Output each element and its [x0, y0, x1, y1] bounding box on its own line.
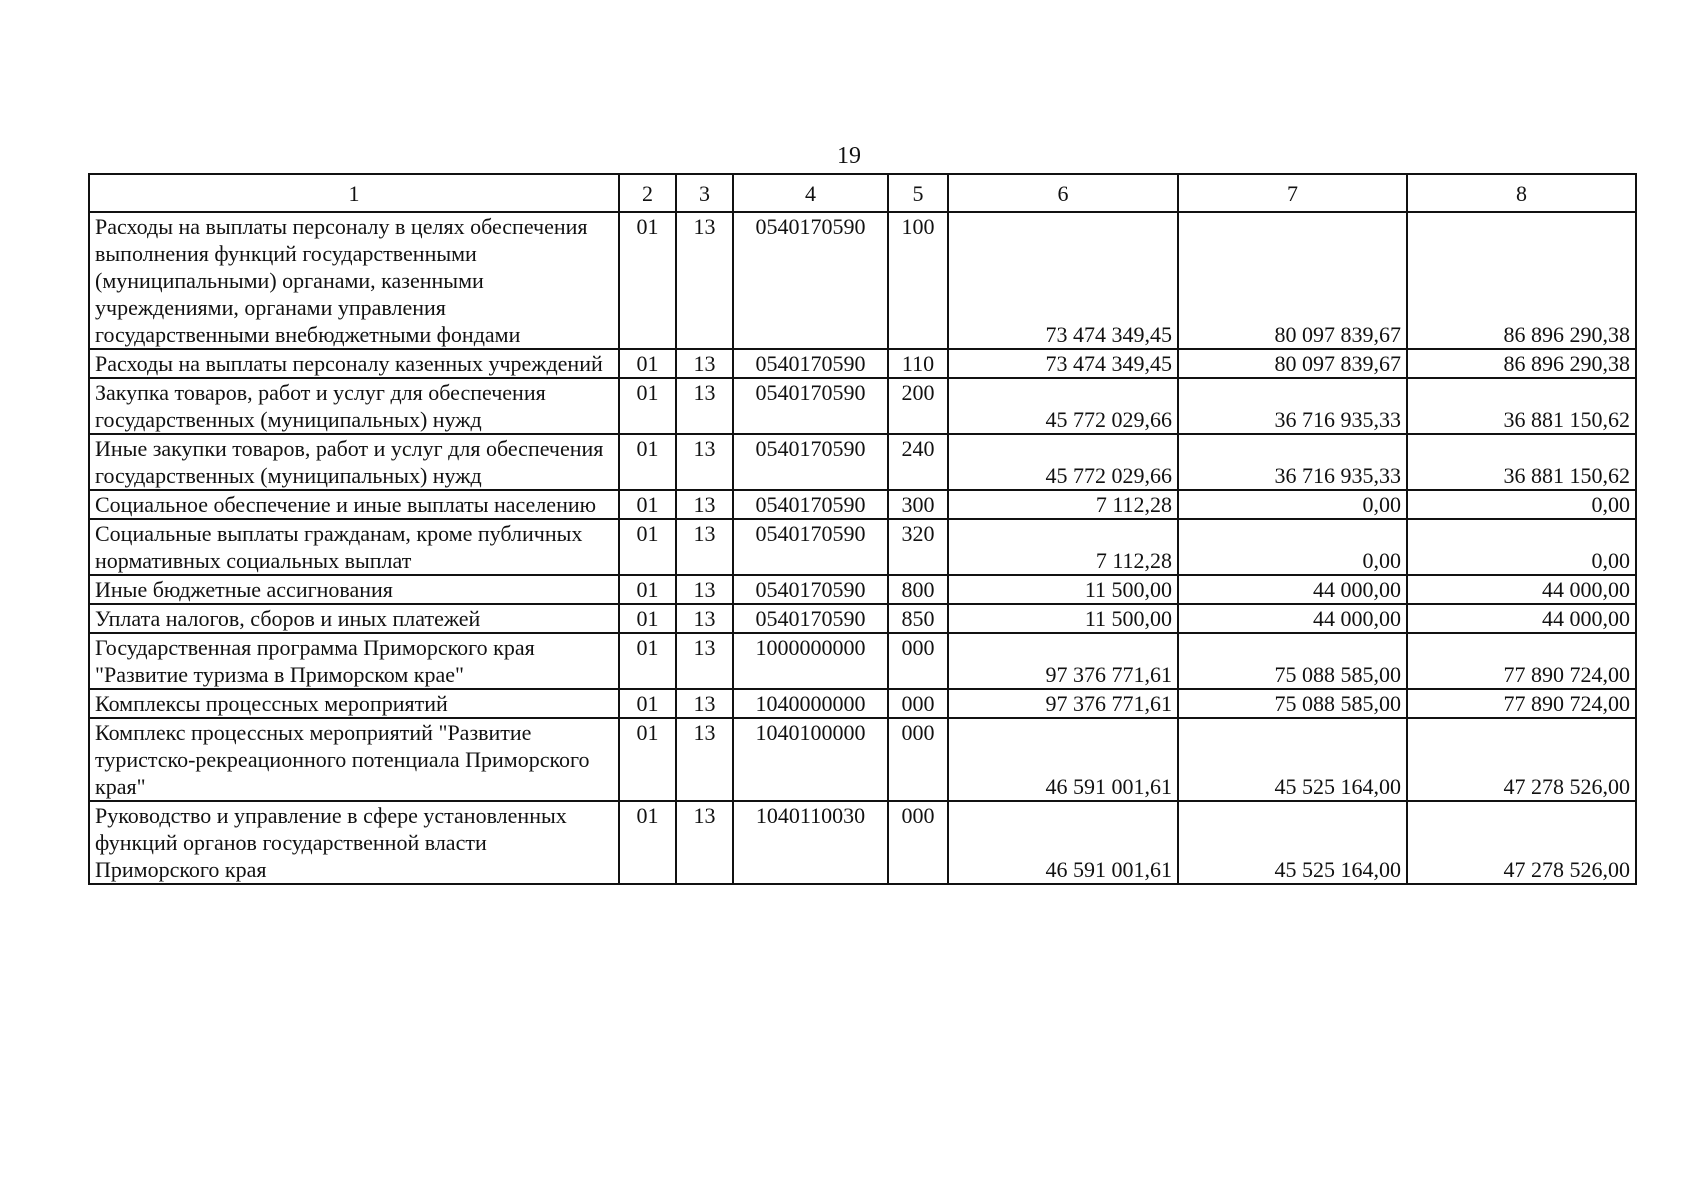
- amount-col-8: 44 000,00: [1407, 604, 1636, 633]
- section-code: 01: [619, 349, 676, 378]
- subsection-code: 13: [676, 604, 733, 633]
- item-name: Расходы на выплаты персоналу казенных учреждений: [89, 349, 619, 378]
- section-code: 01: [619, 490, 676, 519]
- expense-type-code: 300: [888, 490, 948, 519]
- section-code: 01: [619, 212, 676, 349]
- target-article-code: 0540170590: [733, 575, 888, 604]
- item-name: Закупка товаров, работ и услуг для обеспечения государственных (муниципальных) нужд: [89, 378, 619, 434]
- subsection-code: 13: [676, 212, 733, 349]
- item-name: Социальные выплаты гражданам, кроме публичных нормативных социальных выплат: [89, 519, 619, 575]
- target-article-code: 0540170590: [733, 378, 888, 434]
- target-article-code: 0540170590: [733, 434, 888, 490]
- amount-col-7: 45 525 164,00: [1178, 801, 1407, 884]
- subsection-code: 13: [676, 434, 733, 490]
- subsection-code: 13: [676, 519, 733, 575]
- table-row: [89, 801, 1636, 884]
- column-header: 4: [733, 174, 888, 212]
- section-code: 01: [619, 718, 676, 801]
- amount-col-7: 80 097 839,67: [1178, 212, 1407, 349]
- subsection-code: 13: [676, 378, 733, 434]
- amount-col-7: 80 097 839,67: [1178, 349, 1407, 378]
- section-code: 01: [619, 519, 676, 575]
- item-name: Государственная программа Приморского края "Развитие туризма в Приморском крае": [89, 633, 619, 689]
- table-row: [89, 490, 1636, 519]
- expense-type-code: 100: [888, 212, 948, 349]
- amount-col-8: 44 000,00: [1407, 575, 1636, 604]
- item-name: Уплата налогов, сборов и иных платежей: [89, 604, 619, 633]
- amount-col-6: 97 376 771,61: [948, 633, 1178, 689]
- column-header: 7: [1178, 174, 1407, 212]
- amount-col-7: 44 000,00: [1178, 604, 1407, 633]
- amount-col-6: 46 591 001,61: [948, 718, 1178, 801]
- target-article-code: 0540170590: [733, 604, 888, 633]
- page-number: 19: [837, 143, 861, 169]
- amount-col-8: 36 881 150,62: [1407, 378, 1636, 434]
- table-row: [89, 604, 1636, 633]
- amount-col-6: 73 474 349,45: [948, 212, 1178, 349]
- item-name: Иные закупки товаров, работ и услуг для обеспечения государственных (муниципальных) нужд: [89, 434, 619, 490]
- amount-col-7: 0,00: [1178, 519, 1407, 575]
- table-row: [89, 434, 1636, 490]
- item-name: Расходы на выплаты персоналу в целях обеспечения выполнения функций государственными (муниципальными) органами, казенными учреждениями, органами управления государственными внебюджетными фондами: [89, 212, 619, 349]
- expense-type-code: 320: [888, 519, 948, 575]
- section-code: 01: [619, 575, 676, 604]
- column-header: 8: [1407, 174, 1636, 212]
- section-code: 01: [619, 689, 676, 718]
- target-article-code: 0540170590: [733, 349, 888, 378]
- expense-type-code: 240: [888, 434, 948, 490]
- subsection-code: 13: [676, 689, 733, 718]
- amount-col-7: 75 088 585,00: [1178, 633, 1407, 689]
- table-row: [89, 689, 1636, 718]
- section-code: 01: [619, 604, 676, 633]
- expense-type-code: 110: [888, 349, 948, 378]
- amount-col-6: 7 112,28: [948, 490, 1178, 519]
- amount-col-8: 0,00: [1407, 490, 1636, 519]
- target-article-code: 0540170590: [733, 490, 888, 519]
- target-article-code: 1040000000: [733, 689, 888, 718]
- subsection-code: 13: [676, 575, 733, 604]
- table-row: [89, 718, 1636, 801]
- item-name: Руководство и управление в сфере установленных функций органов государственной власти Приморского края: [89, 801, 619, 884]
- amount-col-8: 86 896 290,38: [1407, 349, 1636, 378]
- table-row: [89, 633, 1636, 689]
- table-row: [89, 575, 1636, 604]
- amount-col-6: 7 112,28: [948, 519, 1178, 575]
- amount-col-7: 75 088 585,00: [1178, 689, 1407, 718]
- column-header: 6: [948, 174, 1178, 212]
- amount-col-6: 45 772 029,66: [948, 378, 1178, 434]
- expense-type-code: 800: [888, 575, 948, 604]
- subsection-code: 13: [676, 490, 733, 519]
- expense-type-code: 000: [888, 718, 948, 801]
- target-article-code: 1040100000: [733, 718, 888, 801]
- column-header: 2: [619, 174, 676, 212]
- amount-col-6: 45 772 029,66: [948, 434, 1178, 490]
- amount-col-6: 73 474 349,45: [948, 349, 1178, 378]
- amount-col-8: 77 890 724,00: [1407, 689, 1636, 718]
- expense-type-code: 850: [888, 604, 948, 633]
- amount-col-6: 46 591 001,61: [948, 801, 1178, 884]
- subsection-code: 13: [676, 633, 733, 689]
- amount-col-7: 0,00: [1178, 490, 1407, 519]
- section-code: 01: [619, 633, 676, 689]
- amount-col-8: 86 896 290,38: [1407, 212, 1636, 349]
- section-code: 01: [619, 801, 676, 884]
- item-name: Иные бюджетные ассигнования: [89, 575, 619, 604]
- amount-col-8: 36 881 150,62: [1407, 434, 1636, 490]
- section-code: 01: [619, 378, 676, 434]
- item-name: Социальное обеспечение и иные выплаты населению: [89, 490, 619, 519]
- table-row: [89, 212, 1636, 349]
- target-article-code: 0540170590: [733, 212, 888, 349]
- budget-table: [88, 173, 1637, 885]
- table-row: [89, 519, 1636, 575]
- table-row: [89, 349, 1636, 378]
- expense-type-code: 000: [888, 689, 948, 718]
- amount-col-8: 0,00: [1407, 519, 1636, 575]
- amount-col-6: 11 500,00: [948, 575, 1178, 604]
- amount-col-8: 47 278 526,00: [1407, 718, 1636, 801]
- target-article-code: 1000000000: [733, 633, 888, 689]
- amount-col-7: 36 716 935,33: [1178, 378, 1407, 434]
- column-header: 5: [888, 174, 948, 212]
- amount-col-7: 44 000,00: [1178, 575, 1407, 604]
- item-name: Комплексы процессных мероприятий: [89, 689, 619, 718]
- column-number-row: [89, 174, 1636, 212]
- subsection-code: 13: [676, 718, 733, 801]
- amount-col-7: 36 716 935,33: [1178, 434, 1407, 490]
- expense-type-code: 000: [888, 801, 948, 884]
- target-article-code: 1040110030: [733, 801, 888, 884]
- amount-col-6: 11 500,00: [948, 604, 1178, 633]
- subsection-code: 13: [676, 349, 733, 378]
- amount-col-7: 45 525 164,00: [1178, 718, 1407, 801]
- column-header: 3: [676, 174, 733, 212]
- section-code: 01: [619, 434, 676, 490]
- target-article-code: 0540170590: [733, 519, 888, 575]
- expense-type-code: 000: [888, 633, 948, 689]
- table-row: [89, 378, 1636, 434]
- subsection-code: 13: [676, 801, 733, 884]
- column-header: 1: [89, 174, 619, 212]
- amount-col-6: 97 376 771,61: [948, 689, 1178, 718]
- amount-col-8: 47 278 526,00: [1407, 801, 1636, 884]
- item-name: Комплекс процессных мероприятий "Развитие туристско-рекреационного потенциала Приморского края": [89, 718, 619, 801]
- expense-type-code: 200: [888, 378, 948, 434]
- amount-col-8: 77 890 724,00: [1407, 633, 1636, 689]
